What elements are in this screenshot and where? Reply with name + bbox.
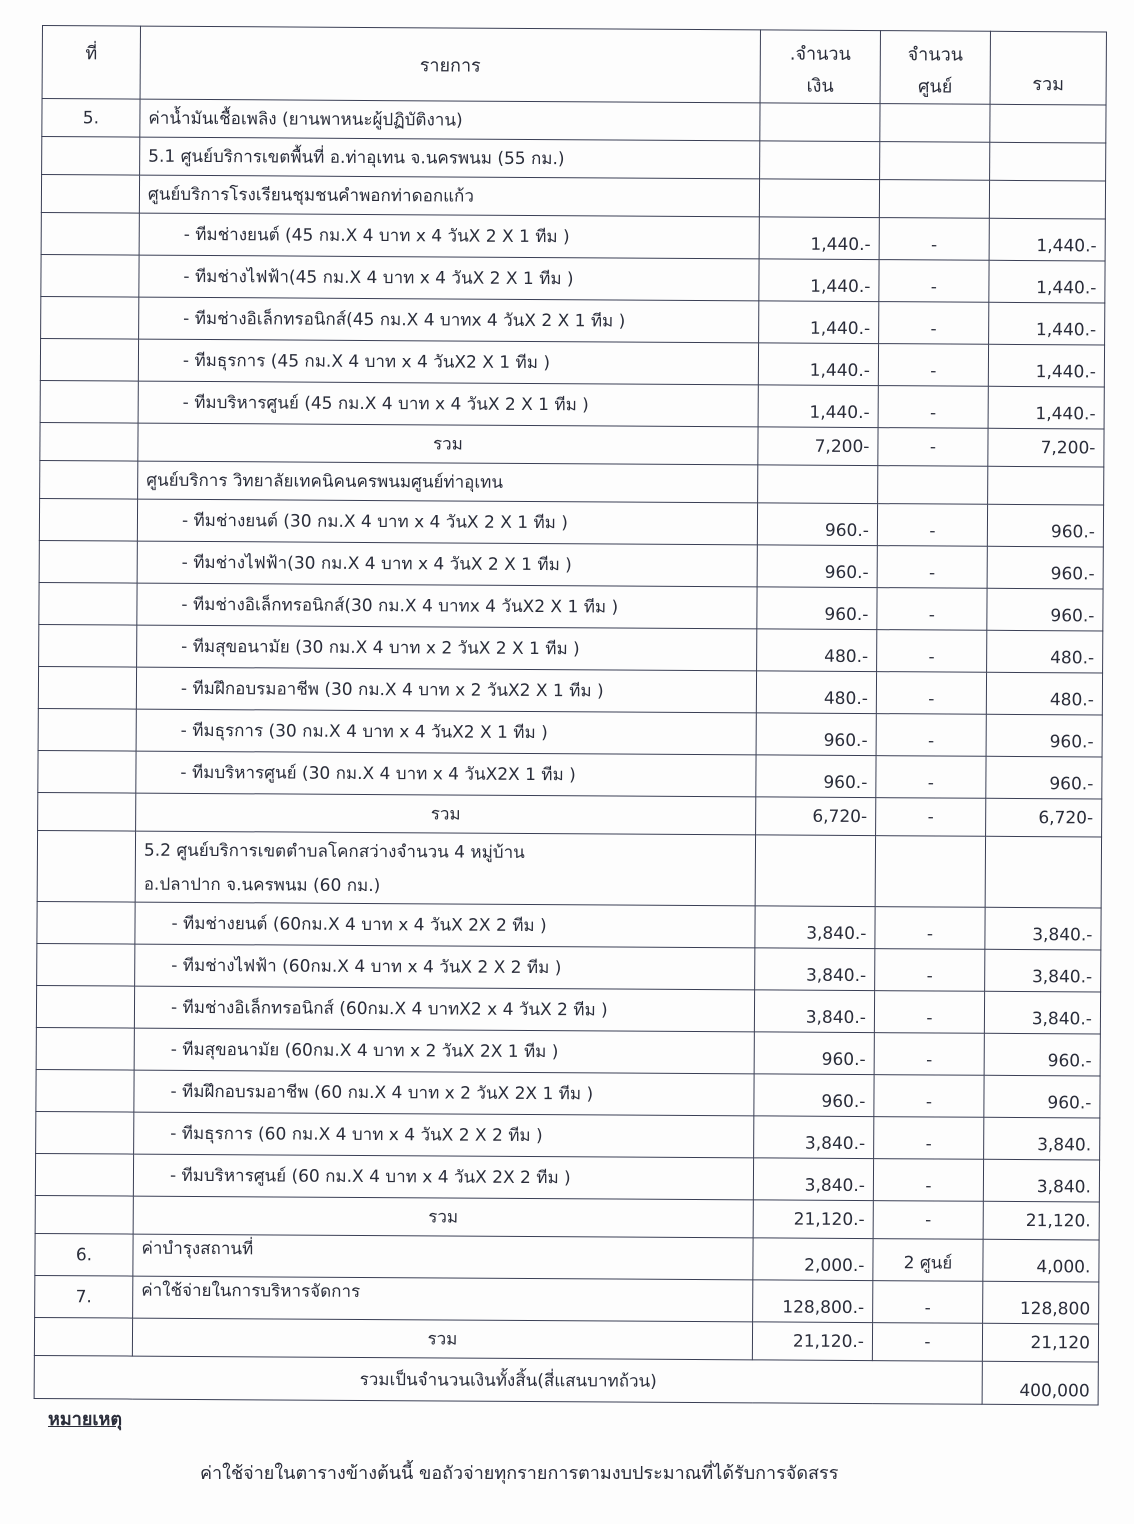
line-item-centers: - xyxy=(875,949,985,992)
section-number: 5. xyxy=(42,99,140,138)
line-item-row xyxy=(39,624,1103,672)
final-subtotal-label: รวม xyxy=(132,1318,752,1360)
line-item-no xyxy=(36,1027,134,1070)
line-item-amount: 960.- xyxy=(756,713,876,756)
line-item-row xyxy=(41,254,1105,302)
line-item-total: 3,840.- xyxy=(985,949,1101,992)
line-item-centers: - xyxy=(878,386,988,429)
line-item-total: 480.- xyxy=(986,672,1102,715)
section-item: ค่าใช้จ่ายในการบริหารจัดการ xyxy=(133,1276,753,1322)
line-item-total: 960.- xyxy=(987,588,1103,631)
line-item-no xyxy=(38,708,136,751)
line-item-no xyxy=(41,254,139,297)
line-item-total: 480.- xyxy=(987,630,1103,673)
group-title: ศูนย์บริการโรงเรียนชุมชนคำพอกท่าดอกแก้ว xyxy=(139,175,759,217)
subtotal-label: รวม xyxy=(133,1196,753,1238)
line-item-description: - ทีมธุรการ (45 กม.X 4 บาท x 4 วันX2 X 1 ทีม ) xyxy=(138,339,758,385)
note-title: หมายเหตุ xyxy=(48,1409,123,1430)
subsection-title-line1: 5.2 ศูนย์บริการเขตตำบลโคกสว่างจำนวน 4 หมู่บ้าน xyxy=(143,840,525,863)
line-item-total: 1,440.- xyxy=(988,386,1104,429)
subsection-row xyxy=(42,137,1106,181)
subsection-row xyxy=(37,830,1101,907)
subtotal-row xyxy=(40,422,1104,466)
line-item-row xyxy=(36,985,1100,1033)
header-amount-line2: เงิน xyxy=(806,75,834,97)
section-number: 7. xyxy=(35,1275,133,1318)
section-total: 4,000. xyxy=(983,1239,1099,1282)
header-amount-line1: .จำนวน xyxy=(789,43,851,65)
grand-total-label: รวมเป็นจำนวนเงินทั้งสิ้น(สี่แสนบาทถ้วน) xyxy=(34,1355,982,1404)
line-item-row xyxy=(38,666,1102,714)
line-item-no xyxy=(39,582,137,625)
line-item-description: - ทีมช่างยนต์ (30 กม.X 4 บาท x 4 วันX 2 X 1 ทีม ) xyxy=(137,499,757,545)
line-item-total: 960.- xyxy=(984,1075,1100,1118)
line-item-row xyxy=(41,296,1105,344)
line-item-row xyxy=(40,338,1104,386)
subtotal-centers: - xyxy=(876,798,986,837)
note-text: ค่าใช้จ่ายในตารางข้างต้นนี้ ขอถัวจ่ายทุกรายการตามงบประมาณที่ได้รับการจัดสรร xyxy=(200,1463,839,1484)
line-item-description: - ทีมสุขอนามัย (60กม.X 4 บาท x 2 วันX 2X 1 ทีม ) xyxy=(134,1028,754,1074)
line-item-row xyxy=(37,901,1101,949)
section-number: 6. xyxy=(35,1233,133,1276)
subtotal-label: รวม xyxy=(136,793,756,835)
line-item-amount: 1,440.- xyxy=(758,343,878,386)
group-title: ศูนย์บริการ วิทยาลัยเทคนิคนครพนมศูนย์ท่าอุเทน xyxy=(138,461,758,503)
line-item-centers: - xyxy=(874,1075,984,1118)
line-item-row xyxy=(39,540,1103,588)
line-item-amount: 1,440.- xyxy=(759,301,879,344)
line-item-total: 3,840.- xyxy=(985,907,1101,950)
line-item-no xyxy=(36,985,134,1028)
group-a-rows xyxy=(40,212,1105,428)
header-item: รายการ xyxy=(140,26,760,103)
line-item-description: - ทีมช่างอิเล็กทรอนิกส์ (60กม.X 4 บาทX2 x 4 วันX 2 ทีม ) xyxy=(134,986,754,1032)
line-item-row xyxy=(36,1027,1100,1075)
subtotal-total: 6,720- xyxy=(986,798,1102,837)
line-item-centers: - xyxy=(877,504,987,547)
line-item-centers: - xyxy=(876,756,986,799)
line-item-no xyxy=(37,943,135,986)
line-item-amount: 3,840.- xyxy=(754,1116,874,1159)
line-item-centers: - xyxy=(877,630,987,673)
line-item-description: - ทีมบริหารศูนย์ (60 กม.X 4 บาท x 4 วันX 2X 2 ทีม ) xyxy=(133,1154,753,1200)
subtotal-label: รวม xyxy=(138,423,758,465)
line-item-no xyxy=(41,296,139,339)
line-item-description: - ทีมช่างยนต์ (45 กม.X 4 บาท x 4 วันX 2 X 1 ทีม ) xyxy=(139,213,759,259)
line-item-description: - ทีมฝึกอบรมอาชีพ (60 กม.X 4 บาท x 2 วันX 2X 1 ทีม ) xyxy=(134,1070,754,1116)
line-item-amount: 960.- xyxy=(756,755,876,798)
line-item-description: - ทีมช่างไฟฟ้า(45 กม.X 4 บาท x 4 วันX 2 X 1 ทีม ) xyxy=(139,255,759,301)
line-item-description: - ทีมฝึกอบรมอาชีพ (30 กม.X 4 บาท x 2 วันX2 X 1 ทีม ) xyxy=(136,667,756,713)
section-total: 128,800 xyxy=(983,1281,1099,1324)
line-item-amount: 1,440.- xyxy=(758,385,878,428)
line-item-description: - ทีมช่างอิเล็กทรอนิกส์(45 กม.X 4 บาทx 4 วันX 2 X 1 ทีม ) xyxy=(139,297,759,343)
line-item-description: - ทีมช่างอิเล็กทรอนิกส์(30 กม.X 4 บาทx 4 วันX2 X 1 ทีม ) xyxy=(137,583,757,629)
subtotal-amount: 7,200- xyxy=(758,427,878,466)
final-subtotal-row xyxy=(34,1317,1098,1361)
section-amount: 128,800.- xyxy=(753,1280,873,1323)
line-item-row xyxy=(41,212,1105,260)
line-item-row xyxy=(38,750,1102,798)
header-centers-line2: ศูนย์ xyxy=(917,76,953,98)
line-item-no xyxy=(35,1153,133,1196)
line-item-amount: 3,840.- xyxy=(755,906,875,949)
line-item-total: 1,440.- xyxy=(989,218,1105,261)
line-item-amount: 960.- xyxy=(757,587,877,630)
section-title: ค่าน้ำมันเชื้อเพลิง (ยานพาหนะผู้ปฏิบัติงาน) xyxy=(140,99,760,141)
header-amount xyxy=(760,30,880,104)
line-item-no xyxy=(39,624,137,667)
line-item-row xyxy=(37,943,1101,991)
subtotal-amount: 6,720- xyxy=(756,797,876,836)
line-item-description: - ทีมสุขอนามัย (30 กม.X 4 บาท x 2 วันX 2 X 1 ทีม ) xyxy=(137,625,757,671)
line-item-total: 960.- xyxy=(984,1033,1100,1076)
line-item-centers: - xyxy=(879,218,989,261)
section-row xyxy=(35,1275,1099,1323)
line-item-centers: - xyxy=(874,991,984,1034)
line-item-centers: - xyxy=(876,714,986,757)
line-item-no xyxy=(37,901,135,944)
line-item-row xyxy=(36,1111,1100,1159)
line-item-amount: 480.- xyxy=(757,629,877,672)
line-item-row xyxy=(39,498,1103,546)
sub52-rows xyxy=(35,901,1101,1201)
subsection-title-line2: อ.ปลาปาก จ.นครพนม (60 กม.) xyxy=(143,874,381,897)
line-item-centers: - xyxy=(874,1033,984,1076)
section-amount: 2,000.- xyxy=(753,1238,873,1281)
section-item: ค่าบำรุงสถานที่ xyxy=(133,1234,753,1280)
line-item-no xyxy=(39,498,137,541)
final-subtotal-total: 21,120 xyxy=(982,1323,1098,1362)
subtotal-total: 21,120. xyxy=(983,1201,1099,1240)
line-item-amount: 3,840.- xyxy=(754,990,874,1033)
line-item-description: - ทีมช่างไฟฟ้า (60กม.X 4 บาท x 4 วันX 2 X 2 ทีม ) xyxy=(135,944,755,990)
line-item-total: 960.- xyxy=(987,546,1103,589)
line-item-description: - ทีมบริหารศูนย์ (30 กม.X 4 บาท x 4 วันX2X 1 ทีม ) xyxy=(136,751,756,797)
line-item-no xyxy=(36,1069,134,1112)
line-item-centers: - xyxy=(873,1159,983,1202)
subtotal-centers: - xyxy=(878,428,988,467)
line-item-centers: - xyxy=(875,907,985,950)
line-item-total: 960.- xyxy=(986,714,1102,757)
grand-total-row xyxy=(34,1355,1098,1404)
line-item-description: - ทีมช่างยนต์ (60กม.X 4 บาท x 4 วันX 2X 2 ทีม ) xyxy=(135,902,755,948)
line-item-total: 1,440.- xyxy=(989,260,1105,303)
line-item-amount: 960.- xyxy=(757,545,877,588)
line-item-centers: - xyxy=(874,1117,984,1160)
line-item-row xyxy=(40,380,1104,428)
table-header-row xyxy=(42,26,1106,105)
line-item-total: 3,840.- xyxy=(984,991,1100,1034)
line-item-centers: - xyxy=(879,302,989,345)
line-item-row xyxy=(36,1069,1100,1117)
group-b-rows xyxy=(38,498,1104,798)
line-item-no xyxy=(41,212,139,255)
line-item-no xyxy=(40,380,138,423)
line-item-no xyxy=(36,1111,134,1154)
final-subtotal-centers: - xyxy=(872,1323,982,1362)
subtotal-centers: - xyxy=(873,1201,983,1240)
line-item-no xyxy=(38,666,136,709)
line-item-amount: 480.- xyxy=(756,671,876,714)
section-centers: - xyxy=(873,1281,983,1324)
line-item-no xyxy=(39,540,137,583)
section-centers: 2 ศูนย์ xyxy=(873,1239,983,1282)
line-item-amount: 960.- xyxy=(754,1032,874,1075)
line-item-row xyxy=(35,1153,1099,1201)
line-item-amount: 960.- xyxy=(757,503,877,546)
subtotal-total: 7,200- xyxy=(988,428,1104,467)
subtotal-row xyxy=(38,792,1102,836)
line-item-total: 3,840. xyxy=(984,1117,1100,1160)
line-item-total: 1,440.- xyxy=(988,344,1104,387)
line-item-amount: 1,440.- xyxy=(759,217,879,260)
line-item-amount: 1,440.- xyxy=(759,259,879,302)
line-item-centers: - xyxy=(878,344,988,387)
subtotal-amount: 21,120.- xyxy=(753,1200,873,1239)
header-centers-line1: จำนวน xyxy=(907,44,964,66)
line-item-description: - ทีมบริหารศูนย์ (45 กม.X 4 บาท x 4 วันX 2 X 1 ทีม ) xyxy=(138,381,758,427)
final-subtotal-amount: 21,120.- xyxy=(752,1322,872,1361)
line-item-no xyxy=(38,750,136,793)
subtotal-row xyxy=(35,1195,1099,1239)
section-row xyxy=(42,99,1106,143)
subsection-title xyxy=(135,831,755,906)
line-item-amount: 3,840.- xyxy=(753,1158,873,1201)
budget-table xyxy=(34,25,1107,1405)
line-item-description: - ทีมช่างไฟฟ้า(30 กม.X 4 บาท x 4 วันX 2 X 1 ทีม ) xyxy=(137,541,757,587)
header-no: ที่ xyxy=(42,26,140,100)
line-item-no xyxy=(40,338,138,381)
line-item-total: 1,440.- xyxy=(989,302,1105,345)
line-item-description: - ทีมธุรการ (30 กม.X 4 บาท x 4 วันX2 X 1 ทีม ) xyxy=(136,709,756,755)
subsection-title: 5.1 ศูนย์บริการเขตพื้นที่ อ.ท่าอุเทน จ.นครพนม (55 กม.) xyxy=(140,137,760,179)
line-item-amount: 3,840.- xyxy=(755,948,875,991)
line-item-centers: - xyxy=(879,260,989,303)
line-item-total: 3,840. xyxy=(983,1159,1099,1202)
line-item-centers: - xyxy=(877,588,987,631)
group-title-row xyxy=(40,460,1104,504)
line-item-amount: 960.- xyxy=(754,1074,874,1117)
line-item-total: 960.- xyxy=(987,504,1103,547)
grand-total-value: 400,000 xyxy=(982,1361,1098,1405)
line-item-centers: - xyxy=(877,546,987,589)
line-item-centers: - xyxy=(876,672,986,715)
line-item-row xyxy=(38,708,1102,756)
header-centers xyxy=(880,31,990,105)
line-item-description: - ทีมธุรการ (60 กม.X 4 บาท x 4 วันX 2 X 2 ทีม ) xyxy=(134,1112,754,1158)
group-title-row xyxy=(41,175,1105,219)
section-row xyxy=(35,1233,1099,1281)
header-total: รวม xyxy=(990,31,1106,105)
line-item-row xyxy=(39,582,1103,630)
line-item-total: 960.- xyxy=(986,756,1102,799)
